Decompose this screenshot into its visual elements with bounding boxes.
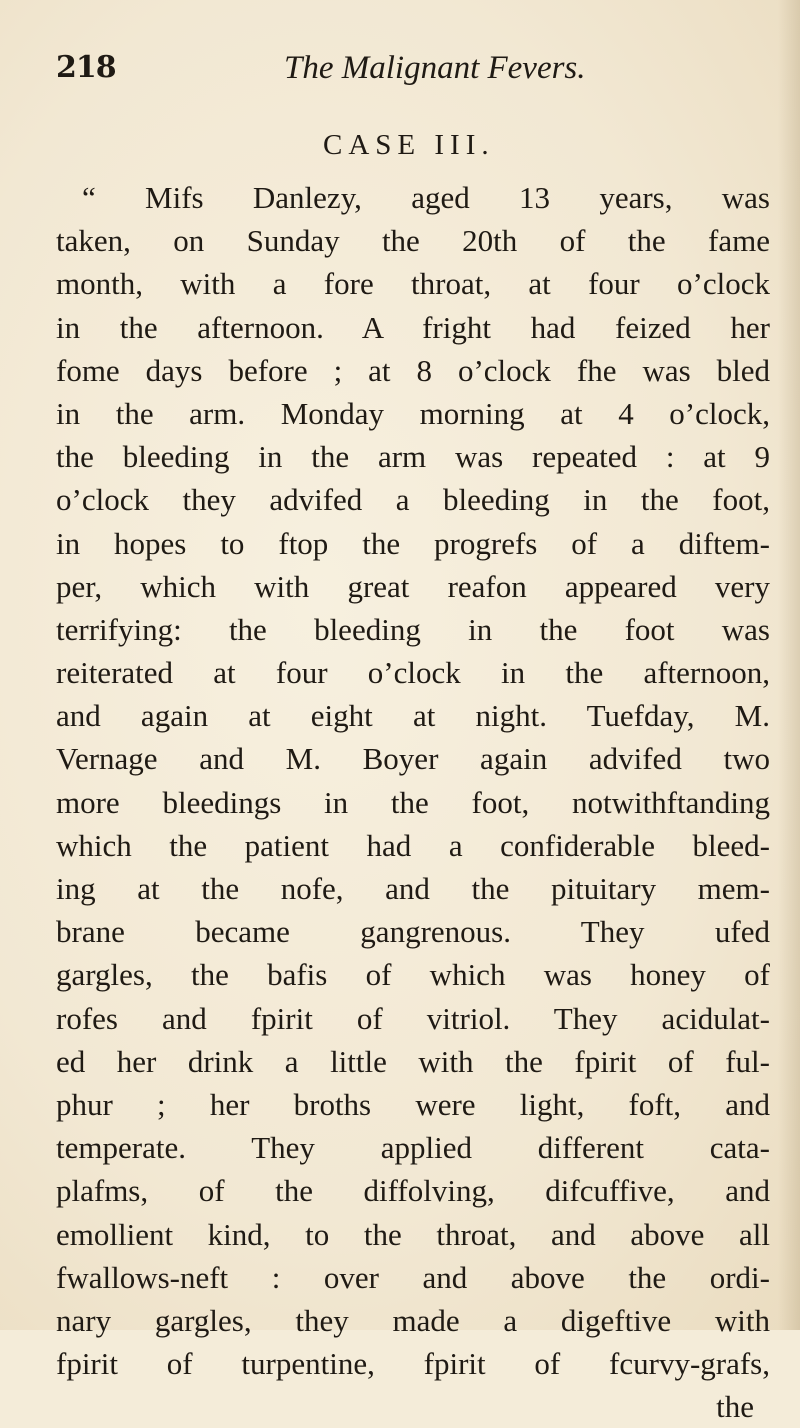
text-line: per, which with great reafon appeared very <box>56 568 770 604</box>
text-line: fpirit of turpentine, fpirit of fcurvy-grafs, <box>56 1346 770 1382</box>
page-header <box>56 50 756 100</box>
text-line: plafms, of the diffolving, difcuffive, and <box>56 1173 770 1209</box>
text-line: o’clock they advifed a bleeding in the foot, <box>56 482 770 518</box>
text-line: nary gargles, they made a digeftive with <box>56 1302 770 1338</box>
text-line: in the arm. Monday morning at 4 o’clock, <box>56 395 770 431</box>
text-line: ed her drink a little with the fpirit of ful- <box>56 1043 770 1079</box>
running-title: The Malignant Fevers. <box>284 50 586 86</box>
text-line: rofes and fpirit of vitriol. They acidulat- <box>56 1000 770 1036</box>
text-line: temperate. They applied different cata- <box>56 1130 770 1166</box>
page-number: 218 <box>56 50 116 85</box>
text-line: Vernage and M. Boyer again advifed two <box>56 741 770 777</box>
text-line: which the patient had a confiderable bleed- <box>56 827 770 863</box>
case-heading: CASE III. <box>323 129 495 161</box>
body-paragraph <box>56 176 770 1428</box>
text-line: in hopes to ftop the progrefs of a diftem- <box>56 525 770 561</box>
text-line: and again at eight at night. Tuefday, M. <box>56 698 770 734</box>
text-line: reiterated at four o’clock in the afternoon, <box>56 655 770 691</box>
text-line: in the afternoon. A fright had feized her <box>56 309 770 345</box>
text-line: taken, on Sunday the 20th of the fame <box>56 223 770 259</box>
text-line: brane became gangrenous. They ufed <box>56 914 770 950</box>
text-line: month, with a fore throat, at four o’clock <box>56 266 770 302</box>
text-line: phur ; her broths were light, foft, and <box>56 1086 770 1122</box>
text-line: fwallows-neft : over and above the ordi- <box>56 1259 770 1295</box>
text-line: fome days before ; at 8 o’clock fhe was bled <box>56 352 770 388</box>
text-line: gargles, the bafis of which was honey of <box>56 957 770 993</box>
text-line: the bleeding in the arm was repeated : at 9 <box>56 439 770 475</box>
text-line: “ Mifs Danlezy, aged 13 years, was <box>82 180 770 215</box>
text-line: more bleedings in the foot, notwithftanding <box>56 784 770 820</box>
text-line: terrifying: the bleeding in the foot was <box>56 611 770 647</box>
page-edge-shadow <box>778 0 800 1330</box>
catchword: the <box>716 1389 754 1425</box>
text-line: emollient kind, to the throat, and above all <box>56 1216 770 1252</box>
text-line: ing at the nofe, and the pituitary mem- <box>56 871 770 906</box>
